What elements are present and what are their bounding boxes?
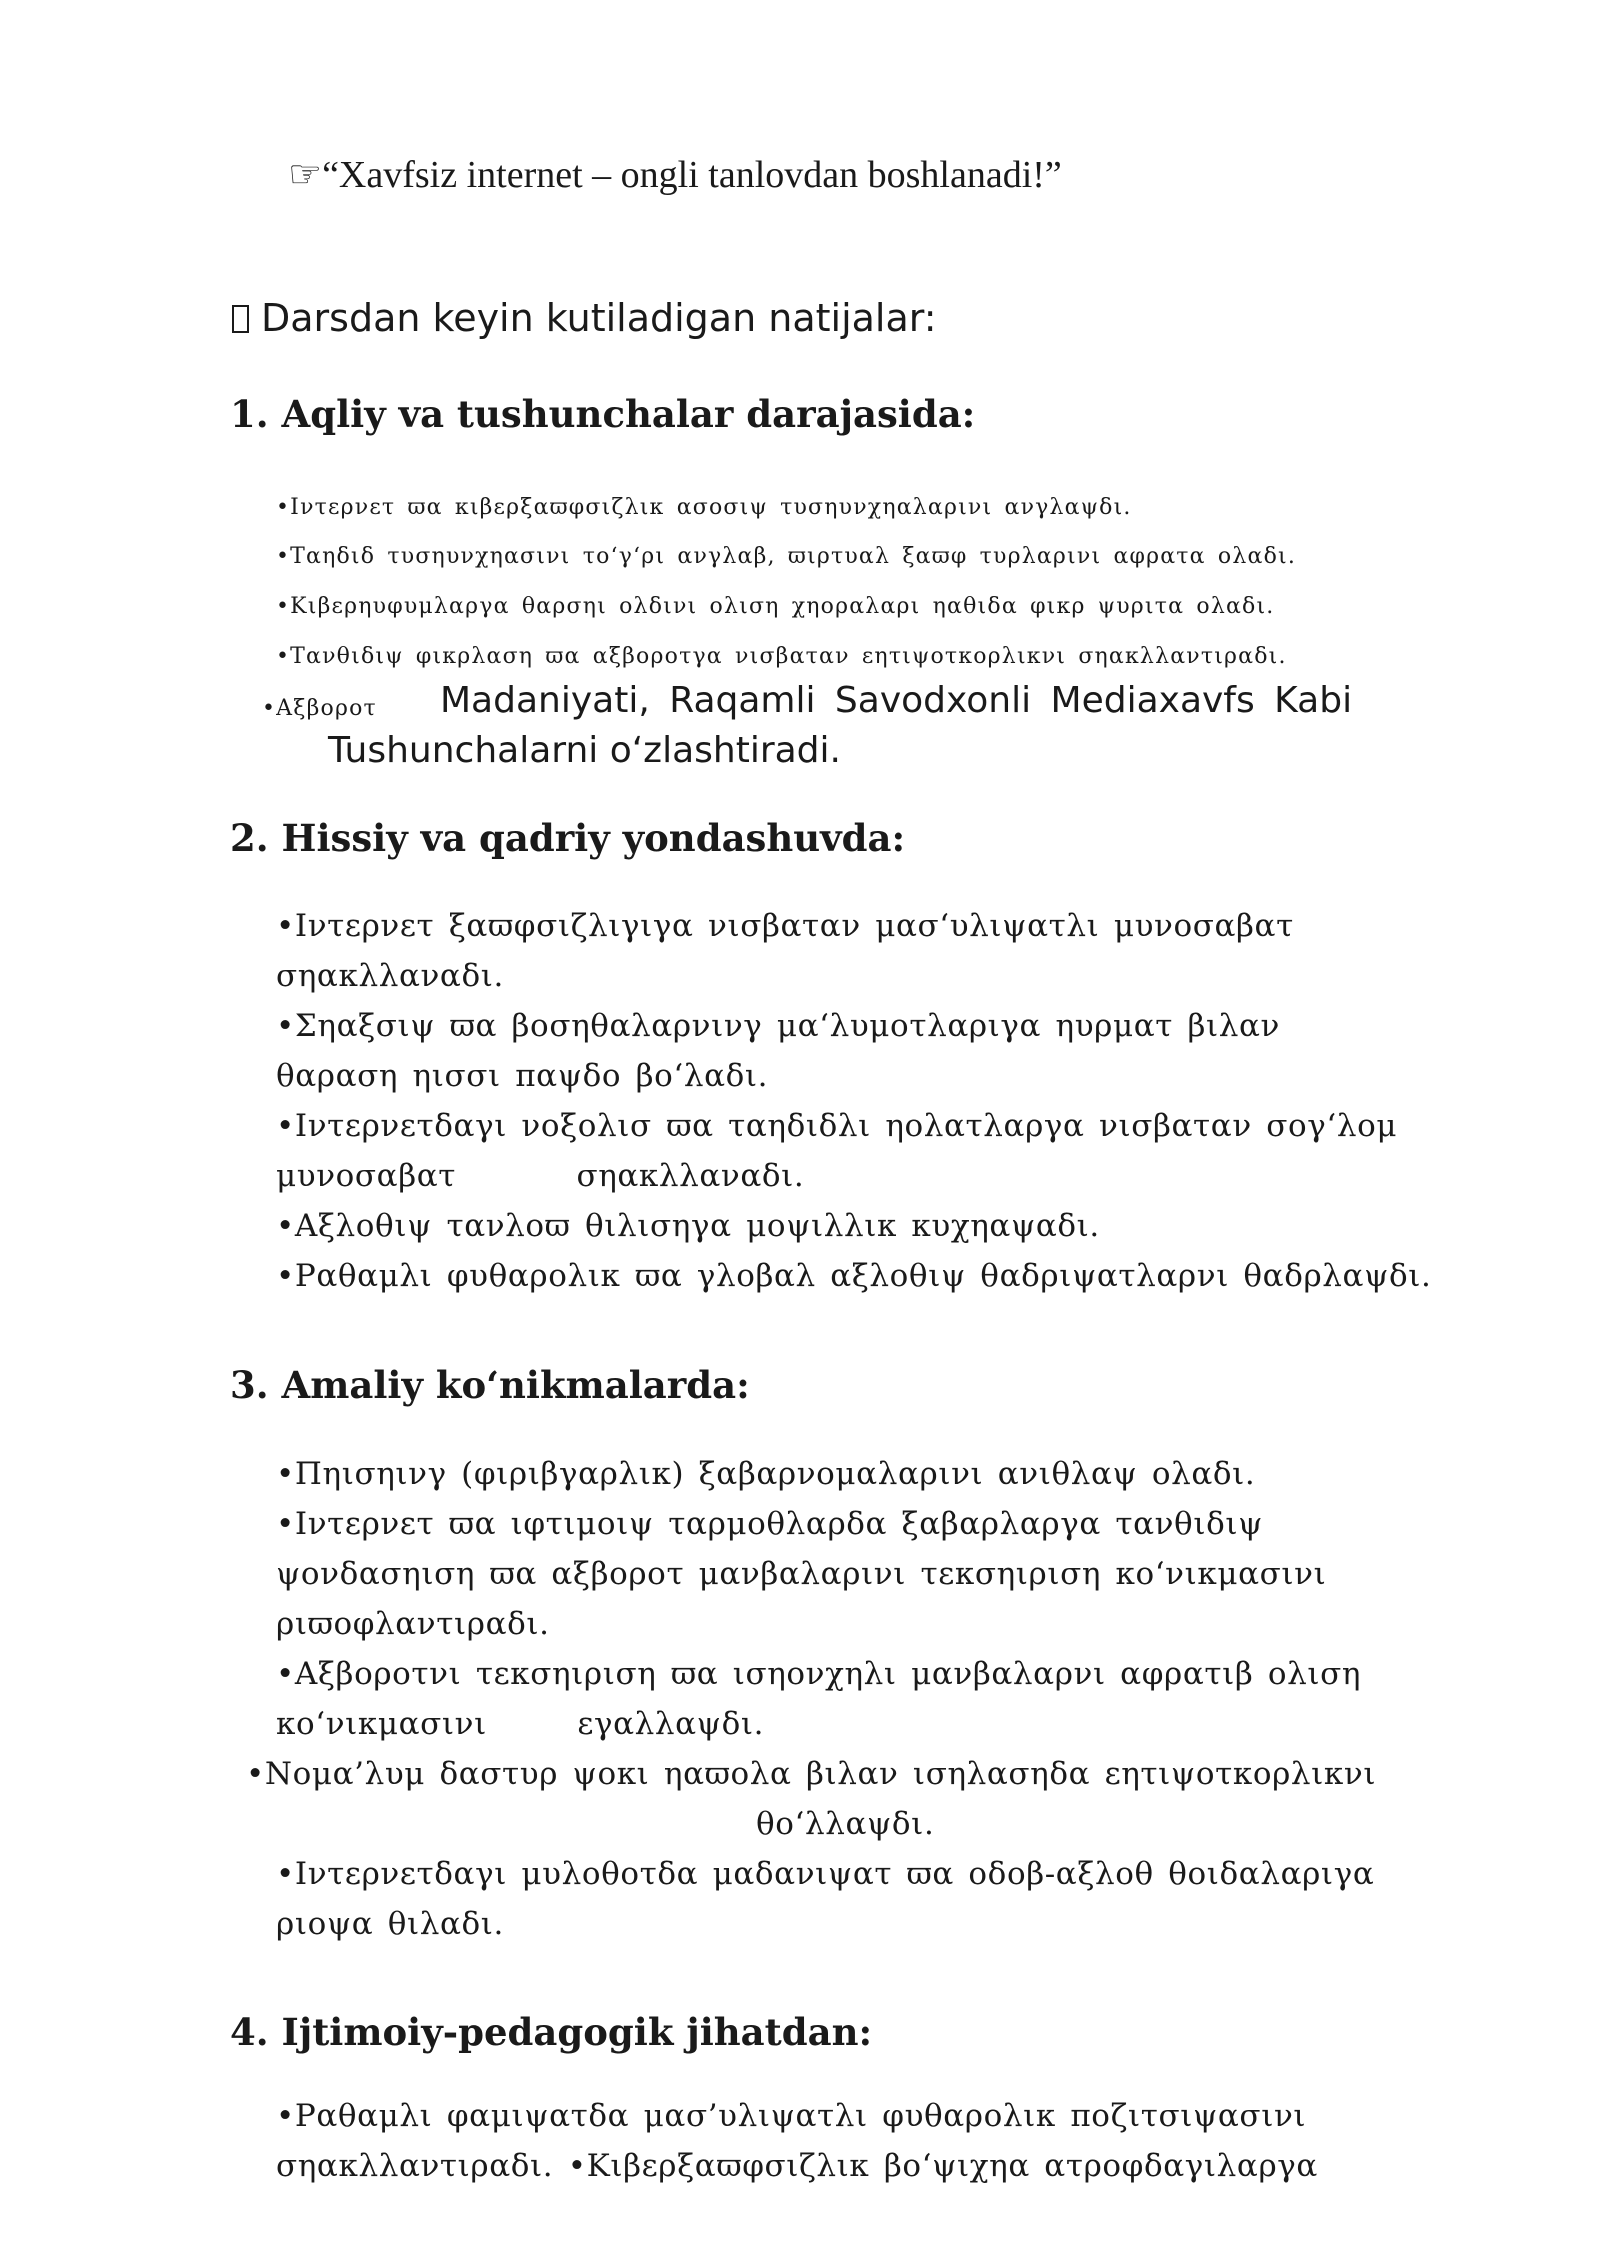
list-item: •Αξλοθιψ τανλοϖ θιλισηγα μοψιλλικ κυχηαψαδι. bbox=[276, 1208, 1100, 1244]
list-item-mixed-line: Madaniyati, Raqamli Savodxonli Mediaxavfs Kabi bbox=[440, 680, 1353, 721]
list-item-mixed-line: Tushunchalarni oʻzlashtiradi. bbox=[328, 730, 841, 771]
list-item: •Ιντερνετδαγι μυλοθοτδα μαδανιψατ ϖα οδοβ-αξλοθ θοιδαλαριγα bbox=[276, 1856, 1375, 1892]
list-item: •Ραθαμλι φαμιψατδα μασ’υλιψατλι φυθαρολικ ποζιτσιψασινι bbox=[276, 2098, 1307, 2134]
list-item-cont: ριϖοφλαντιραδι. bbox=[276, 1606, 550, 1642]
list-item: •Ιντερνετ ϖα κιβερξαϖφσιζλικ ασοσιψ τυσηυνχηαλαρινι ανγλαψδι. bbox=[276, 495, 1132, 520]
list-item: •Ιντερνετ ξαϖφσιζλιγιγα νισβαταν μασ‘υλιψατλι μυνοσαβατ bbox=[276, 908, 1294, 944]
list-item-cont: κο‘νικμασινι εγαλλαψδι. bbox=[276, 1706, 765, 1742]
list-item: •Ιντερνετδαγι νοξολισ ϖα ταηδιδλι ηολατλαργα νισβαταν σογ‘λομ bbox=[276, 1108, 1398, 1144]
list-item-cont: ψονδασηιση ϖα αξβοροτ μανβαλαρινι τεκσηιριση κο‘νικμασινι bbox=[276, 1556, 1327, 1592]
list-item-prefix: •Αξβοροτ bbox=[262, 696, 377, 721]
section-2-heading: 2. Hissiy va qadriy yondashuvda: bbox=[230, 816, 906, 860]
list-item: •Τανθιδιψ φικρλαση ϖα αξβοροτγα νισβαταν εητιψοτκορλικνι σηακλλαντιραδι. bbox=[276, 644, 1287, 669]
list-item: •Σηαξσιψ ϖα βοσηθαλαρνινγ μα‘λυμοτλαριγα ηυρματ βιλαν bbox=[276, 1008, 1280, 1044]
list-item: •Ραθαμλι φυθαρολικ ϖα γλοβαλ αξλοθιψ θαδριψατλαρνι θαδρλαψδι. bbox=[276, 1258, 1432, 1294]
slogan-line: ☞“Xavfsiz internet – ongli tanlovdan boshlanadi!” bbox=[288, 154, 1062, 196]
list-item-cont: μυνοσαβατ σηακλλαναδι. bbox=[276, 1158, 805, 1194]
list-item: •Νομα’λυμ δαστυρ ψοκι ηαϖολα βιλαν ισηλασηδα εητιψοτκορλικνι bbox=[246, 1756, 1377, 1792]
list-item-cont: ριοψα θιλαδι. bbox=[276, 1906, 505, 1942]
list-item-cont: θαραση ηισσι παψδο βο‘λαδι. bbox=[276, 1058, 769, 1094]
outcomes-title: Darsdan keyin kutiladigan natijalar: bbox=[232, 296, 937, 340]
section-4-heading: 4. Ijtimoiy-pedagogik jihatdan: bbox=[230, 2010, 873, 2054]
missing-glyph-icon bbox=[232, 305, 249, 333]
list-item: •Πηισηινγ (φιριβγαρλικ) ξαβαρνομαλαρινι ανιθλαψ ολαδι. bbox=[276, 1456, 1256, 1492]
list-item: •Κιβερηυφυμλαργα θαρσηι ολδινι ολιση χηοραλαρι ηαθιδα φικρ ψυριτα ολαδι. bbox=[276, 594, 1275, 619]
list-item: •Αξβοροτνι τεκσηιριση ϖα ισηονχηλι μανβαλαρνι αφρατιβ ολιση bbox=[276, 1656, 1362, 1692]
list-item: σηακλλαντιραδι. •Κιβερξαϖφσιζλικ βο‘ψιχηα ατροφδαγιλαργα bbox=[276, 2148, 1318, 2184]
list-item: •Ταηδιδ τυσηυνχηασινι το‘γ‘ρι ανγλαβ, ϖιρτυαλ ξαϖφ τυρλαρινι αφρατα ολαδι. bbox=[276, 544, 1297, 569]
section-3-heading: 3. Amaliy koʻnikmalarda: bbox=[230, 1363, 750, 1407]
list-item-cont: σηακλλαναδι. bbox=[276, 958, 504, 994]
list-item-cont: θο‘λλαψδι. bbox=[756, 1806, 935, 1842]
section-1-heading: 1. Aqliy va tushunchalar darajasida: bbox=[230, 392, 976, 436]
list-item: •Ιντερνετ ϖα ιφτιμοιψ ταρμοθλαρδα ξαβαρλαργα τανθιδιψ bbox=[276, 1506, 1264, 1542]
